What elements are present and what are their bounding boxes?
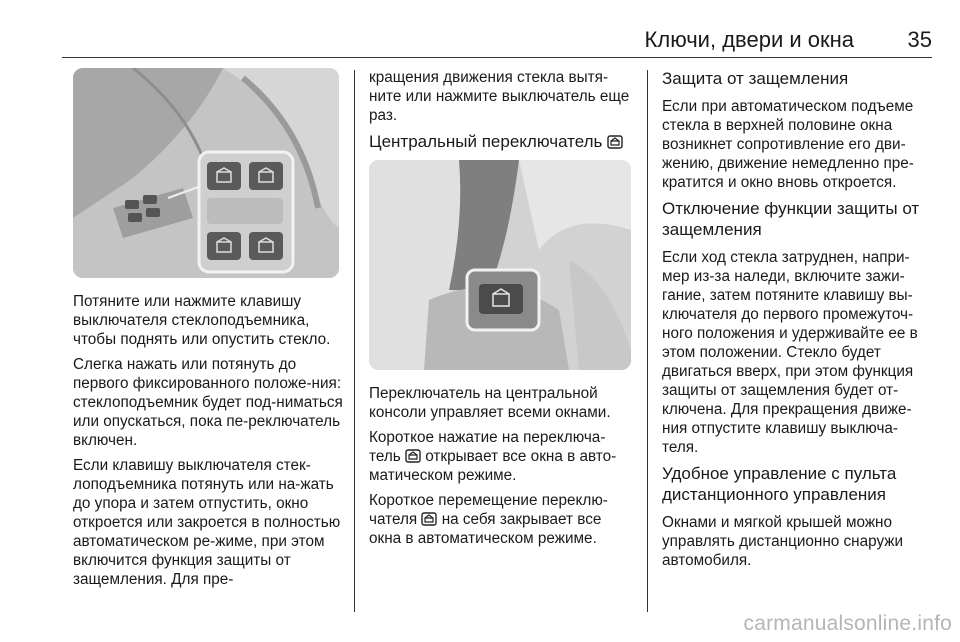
central-window-switch-icon (607, 135, 623, 149)
page-number: 35 (907, 27, 932, 52)
header-rule (62, 57, 932, 58)
door-panel-illustration (73, 68, 339, 278)
window-switch-icon (421, 512, 437, 526)
watermark: carmanualsonline.info (743, 612, 952, 635)
paragraph-auto-mode: Если клавишу выключателя стек-лоподъемника потянуть или на-жать до упора и затем отпустить, окно откроется или закроется в полностью автоматическом ре-жиме, при этом включится функция защиты от защемления. Для пре- (73, 457, 341, 588)
paragraph-disable-protection: Если ход стекла затруднен, напри-мер из-за наледи, включите зажи-гание, затем потяните клавишу вы-ключателя до первого промежуточ-ного положения и удерживайте ее в этом положении. Стекло будет двигаться вверх, при этом функция защиты от защемления будет от-ключена. Для прекращения движе-ния отпустите клавишу выключа-теля. (662, 249, 918, 456)
paragraph-remote-control: Окнами и мягкой крышей можно управлять дистанционно снаружи автомобиля. (662, 514, 904, 569)
door-window-switches-image (73, 68, 339, 278)
text-part: Короткое перемещение переклю-чателя (369, 492, 608, 528)
paragraph-central-controls-all: Переключатель на центральной консоли управляет всеми окнами. (369, 385, 611, 421)
section-heading-disable-protection: Отключение функции защиты от защемления (662, 199, 920, 239)
heading-text: Центральный переключатель (369, 132, 603, 151)
page-header (62, 0, 932, 58)
window-switch-icon (405, 449, 421, 463)
section-heading-anti-pinch: Защита от защемления (662, 69, 849, 88)
section-heading-central-switch (369, 131, 635, 152)
center-console-switch-image (369, 160, 631, 370)
text-part: Короткое нажатие на переключа-тель (369, 429, 606, 465)
left-column (73, 68, 343, 595)
paragraph-continuation: кращения движения стекла вытя-ните или нажмите выключатель еще раз. (369, 69, 630, 124)
paragraph-switch-usage: Потяните или нажмите клавишу выключателя стеклоподъемника, чтобы поднять или опустить стекло. (73, 293, 331, 348)
text-part: открывает все окна в авто-матическом режиме. (369, 448, 617, 484)
column-divider-left (354, 70, 355, 612)
right-column (662, 68, 932, 576)
chapter-title: Ключи, двери и окна (644, 27, 854, 52)
center-console-illustration (369, 160, 631, 370)
paragraph-short-press-open (369, 428, 635, 485)
column-divider-right (647, 70, 648, 612)
paragraph-first-position: Слегка нажать или потянуть до первого фиксированного положе-ния: стеклоподъемник будет под-ниматься или опускаться, пока пе-реключатель включен. (73, 356, 343, 449)
text-part: на себя закрывает все окна в автоматическом режиме. (369, 511, 602, 547)
paragraph-short-pull-close (369, 491, 635, 548)
middle-column (369, 68, 635, 554)
paragraph-anti-pinch: Если при автоматическом подъеме стекла в верхней половине окна возникнет сопротивление его дви-жению, движение немедленно пре-кратится и окно вновь откроется. (662, 98, 914, 191)
section-heading-remote-control: Удобное управление с пульта дистанционного управления (662, 464, 897, 504)
